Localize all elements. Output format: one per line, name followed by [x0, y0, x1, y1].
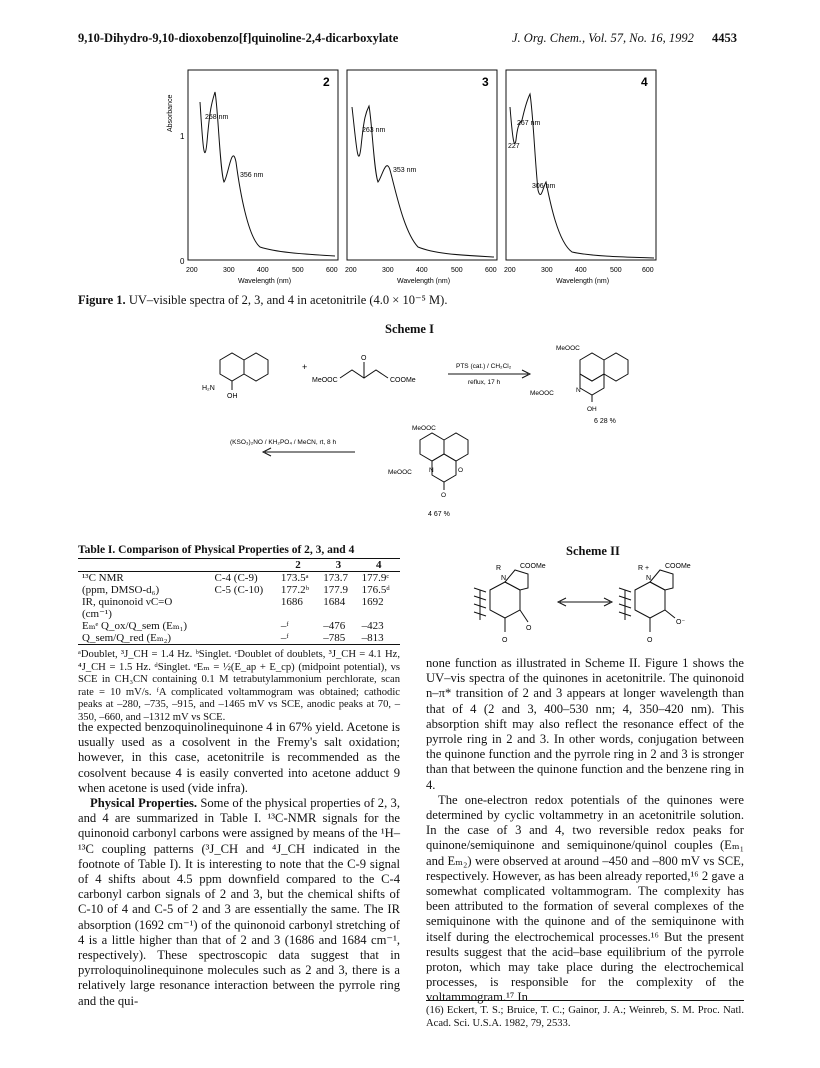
- peak-4-0: 227: [508, 143, 520, 150]
- panel-3-label: 3: [482, 75, 489, 89]
- figure-1-spectra: [160, 62, 660, 287]
- svg-text:MeOOC: MeOOC: [412, 425, 436, 432]
- svg-text:R +: R +: [638, 565, 650, 572]
- svg-text:600: 600: [642, 267, 654, 274]
- table-row: Eₘᵉ Q_ox/Q_sem (Eₘ₁) –ᶠ –476 –423: [82, 620, 384, 632]
- svg-text:200: 200: [186, 267, 198, 274]
- x-label-1: Wavelength (nm): [238, 278, 292, 285]
- svg-text:COOMe: COOMe: [665, 563, 691, 570]
- svg-text:O: O: [647, 637, 653, 644]
- svg-text:R: R: [496, 565, 502, 572]
- table-1-title: Table I. Comparison of Physical Properties of 2, 3, and 4: [78, 544, 355, 556]
- table-1: Table I. Comparison of Physical Properties of 2, 3, and 4 2 3 4 ¹³C NMR C-4 (C-9) 173.5ᵃ 173.7 177.9ᶜ (ppm, DMSO-d₆) C-5 (C-10) 177.2ᵇ 177.9 176.5ᵈ IR, quinonoid νC=O 1686 1684 1692 (cm⁻¹) Eₘᵉ Q_ox/Q_sem (Eₘ₁) –ᶠ –476 –423 Q_sem/Q_red (Eₘ₂) –ᶠ –785 –813 ᵃDoublet, ³J_CH = 1.4 Hz. ᵇSinglet. ᶜDoublet of doublets, ³J_CH = 4.1 Hz, ⁴J_CH = 1.5 Hz. ᵈSinglet. ᵉEₘ = ½(E_ap + E_cp) (midpoint potential), vs SCE in CH₃CN containing 0.1 M tetrabutylammonium perchlorate, scan rate = 10 mV/s. ᶠA complicated voltammogram was obtained; cathodic peaks at –280, –735, –915, and –1465 mV vs SCE, anodic peaks at 70, –350, –660, and –1312 mV vs SCE.: [78, 544, 400, 723]
- y-tick-0: 0: [180, 257, 185, 266]
- svg-text:MeOOC: MeOOC: [530, 390, 554, 397]
- panel-2-frame: [188, 70, 338, 260]
- svg-text:400: 400: [257, 267, 269, 274]
- svg-text:(KSO₃)₂NO / KH₂PO₄ / MeCN, rt: (KSO₃)₂NO / KH₂PO₄ / MeCN, rt, 8 h: [230, 439, 337, 446]
- panel-4-label: 4: [641, 75, 648, 89]
- peak-2-a: 258 nm: [205, 114, 229, 121]
- svg-text:O: O: [502, 637, 508, 644]
- scheme-2-title: Scheme II: [566, 544, 620, 558]
- svg-text:COOMe: COOMe: [520, 563, 546, 570]
- table-row: IR, quinonoid νC=O 1686 1684 1692: [82, 596, 384, 608]
- plus-sign: +: [302, 362, 308, 372]
- y-axis-label: Absorbance: [167, 94, 174, 132]
- peak-3-b: 353 nm: [393, 167, 417, 174]
- svg-text:O: O: [526, 625, 532, 632]
- running-title: 9,10-Dihydro-9,10-dioxobenzo[f]quinoline-2,4-dicarboxylate: [78, 31, 399, 45]
- svg-text:MeOOC: MeOOC: [556, 345, 580, 352]
- svg-text:N: N: [501, 575, 507, 582]
- table-row: (ppm, DMSO-d₆) C-5 (C-10) 177.2ᵇ 177.9 176.5ᵈ: [82, 584, 390, 596]
- x-label-3: Wavelength (nm): [556, 278, 610, 285]
- svg-text:300: 300: [541, 267, 553, 274]
- svg-text:reflux, 17 h: reflux, 17 h: [468, 379, 501, 386]
- svg-text:300: 300: [223, 267, 235, 274]
- y-tick-1: 1: [180, 132, 185, 141]
- scheme-1-title: Scheme I: [385, 322, 434, 336]
- spectrum-4-curve: [510, 94, 654, 258]
- panel-3-frame: [347, 70, 497, 260]
- svg-text:600: 600: [326, 267, 338, 274]
- reference-footnote: (16) Eckert, T. S.; Bruice, T. C.; Gainor, J. A.; Weinreb, S. M. Proc. Natl. Acad. Sci. U.S.A. 1982, 79, 2533.: [426, 1000, 744, 1030]
- page-number: 4453: [712, 31, 737, 45]
- svg-text:200: 200: [345, 267, 357, 274]
- svg-text:H₂N: H₂N: [202, 385, 215, 392]
- svg-text:500: 500: [292, 267, 304, 274]
- peak-2-b: 356 nm: [240, 172, 264, 179]
- svg-text:4 67 %: 4 67 %: [428, 511, 450, 518]
- peak-4-a: 267 nm: [517, 120, 541, 127]
- right-column-text: none function as illustrated in Scheme II. Figure 1 shows the UV–vis spectra of the quinones in acetonitrile. The quinonoid n–π* transition of 2 and 3 appears at longer wavelength than that of 4 (2 and 3, 400–530 nm; 4, 350–420 nm). This absorption shift may also reflect the resonance effect of the pyrrole ring in 2 and 3. In other words, conjugation between the quinone function and the pyrrole ring in 2 and 3 is stronger than that between the quinone function and the benzene ring in 4. The one-electron redox potentials of the quinones were determined by cyclic voltammetry in an acetonitrile solution. In the case of 3 and 4, two reversible redox peaks for quinone/semiquinone and semiquinone/quinol couples (Eₘ₁ and Eₘ₂) were observed at around –450 and –800 mV vs SCE, respectively. However, as has been already reported,¹⁶ 2 gave a somewhat complicated voltammogram. The complexity has been attributed to the formation of several complexes of the semiquinone with the quinone and of the semiquinone with itself during the electrochemical processes.¹⁶ But the present results suggest that the acid–base equilibrium of the pyrrole proton, which may take place during the electrochemical processes, is responsible for the complexity of the voltammogram.¹⁷ In: [426, 656, 744, 1005]
- svg-text:500: 500: [610, 267, 622, 274]
- panel-2-label: 2: [323, 75, 330, 89]
- svg-text:PTS (cat.) / CH₂Cl₂: PTS (cat.) / CH₂Cl₂: [456, 363, 512, 370]
- svg-text:500: 500: [451, 267, 463, 274]
- table-row: Q_sem/Q_red (Eₘ₂) –ᶠ –785 –813: [82, 632, 384, 644]
- svg-text:MeOOC: MeOOC: [312, 377, 338, 384]
- svg-text:600: 600: [485, 267, 497, 274]
- svg-text:6 28 %: 6 28 %: [594, 418, 616, 425]
- svg-text:300: 300: [382, 267, 394, 274]
- svg-text:O: O: [441, 492, 447, 499]
- figure-1-caption: Figure 1. UV–visible spectra of 2, 3, and 4 in acetonitrile (4.0 × 10⁻⁵ M).: [78, 293, 448, 307]
- svg-text:OH: OH: [587, 406, 597, 413]
- svg-text:N: N: [576, 387, 581, 394]
- svg-text:O: O: [361, 355, 367, 362]
- peak-4-b: 306 nm: [532, 183, 556, 190]
- left-column-text: the expected benzoquinolinequinone 4 in 67% yield. Acetone is usually used as a cosolvent in the Fremy's salt oxidation; however, in this case, acetonitrile is recommended as the cosolvent because 4 is easily converted into acetone adduct 9 when acetone is used (vide infra). Physical Properties. Some of the physical properties of 2, 3, and 4 are summarized in Table I. ¹³C-NMR signals for the quinonoid carbonyl carbons were assigned by means of the ¹H–¹³C coupling patterns (³J_CH and ⁴J_CH indicated in the footnote of Table I). It is interesting to note that the C-9 signal of 4 shifts about 4.5 ppm downfield compared to the C-4 carbonyl carbon signals of 2 and 3, but the chemical shifts of C-10 of 4 and C-5 of 2 and 3 are essentially the same. The IR absorption (1692 cm⁻¹) of the quinonoid carbonyl stretching of 4 is a little higher than that of 2 and 3 (1686 and 1684 cm⁻¹, respectively). These spectroscopic data suggest that in pyrroloquinolinequinone molecules such as 2 and 3, there is a relatively large resonance interaction between the pyrrole ring and the qui-: [78, 720, 400, 1008]
- table-row: ¹³C NMR C-4 (C-9) 173.5ᵃ 173.7 177.9ᶜ: [82, 572, 390, 584]
- svg-text:OH: OH: [227, 393, 238, 400]
- journal-citation: J. Org. Chem., Vol. 57, No. 16, 1992: [512, 31, 694, 45]
- table-1-footnote: ᵃDoublet, ³J_CH = 1.4 Hz. ᵇSinglet. ᶜDoublet of doublets, ³J_CH = 4.1 Hz, ⁴J_CH = 1.5 Hz. ᵈSinglet. ᵉEₘ = ½(E_ap + E_cp) (midpoint potential), vs SCE in CH₃CN containing 0.1 M tetrabutylammonium perchlorate, scan rate = 10 mV/s. ᶠA complicated voltammogram was obtained; cathodic peaks at –280, –735, –915, and –1465 mV vs SCE, anodic peaks at 70, –350, –660, and –1312 mV vs SCE.: [78, 649, 400, 723]
- svg-text:O⁻: O⁻: [676, 619, 686, 626]
- peak-3-a: 263 nm: [362, 127, 386, 134]
- svg-text:O: O: [458, 467, 464, 474]
- x-label-2: Wavelength (nm): [397, 278, 451, 285]
- table-row: (cm⁻¹): [82, 608, 112, 620]
- scheme-2-diagram: [460, 560, 730, 650]
- svg-text:400: 400: [575, 267, 587, 274]
- svg-text:200: 200: [504, 267, 516, 274]
- svg-text:COOMe: COOMe: [390, 377, 416, 384]
- svg-text:MeOOC: MeOOC: [388, 469, 412, 476]
- scheme-1-diagram: [200, 340, 660, 530]
- svg-text:N: N: [429, 467, 434, 474]
- svg-text:400: 400: [416, 267, 428, 274]
- svg-text:N: N: [646, 575, 652, 582]
